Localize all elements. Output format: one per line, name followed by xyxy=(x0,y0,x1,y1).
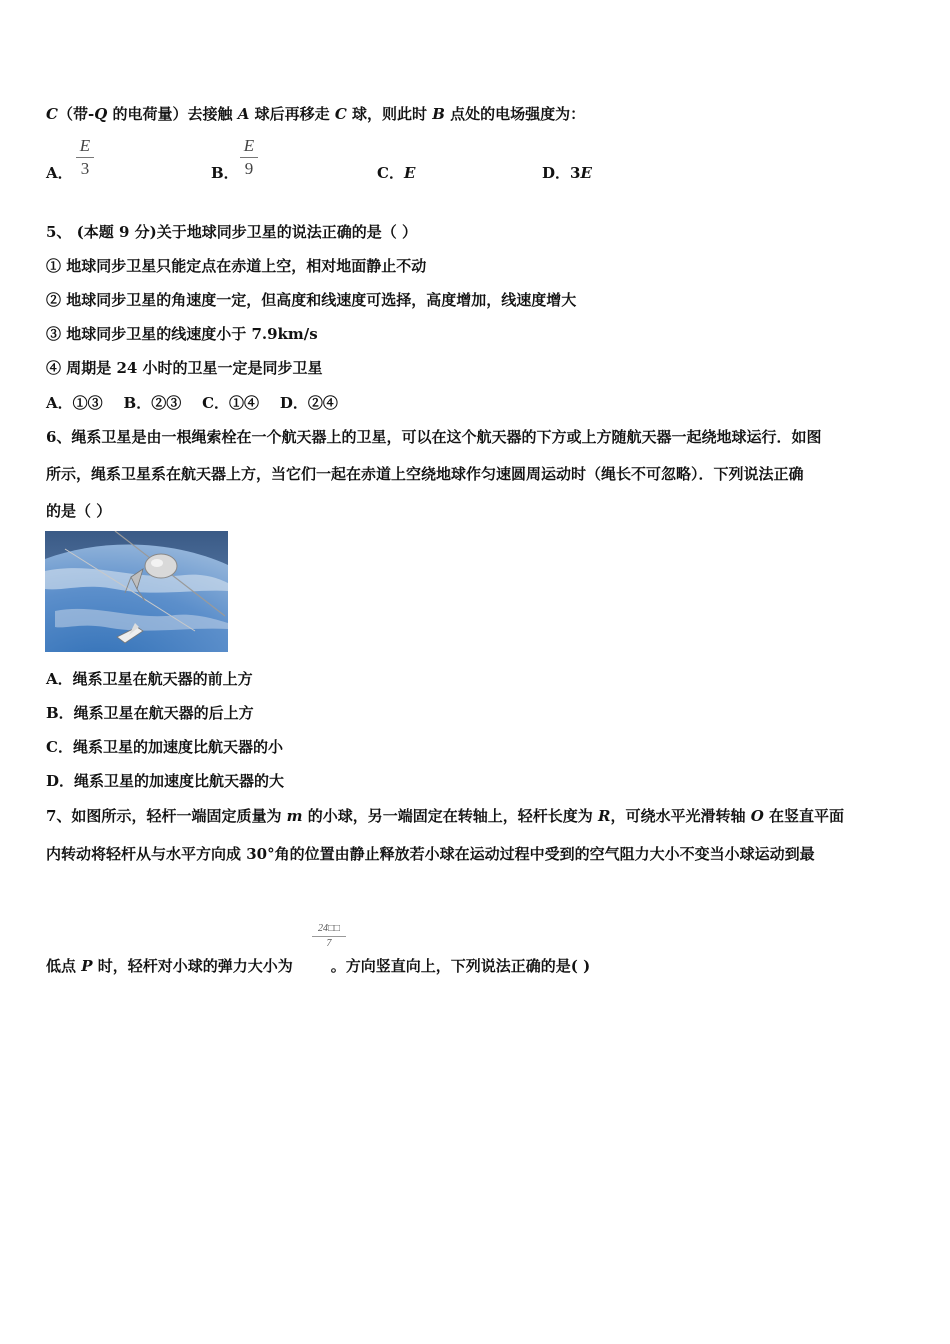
question-6-stem-line-1: 6、绳系卫星是由一根绳索栓在一个航天器上的卫星，可以在这个航天器的下方或上方随航天器一起绕地球运行．如图 xyxy=(46,428,822,446)
question-5-statement-2: ② 地球同步卫星的角速度一定，但高度和线速度可选择，高度增加，线速度增大 xyxy=(46,291,577,309)
question-5-options: A．①③ B．②③ C．①④ D．②④ xyxy=(46,394,338,412)
question-6-option-b: B．绳系卫星在航天器的后上方 xyxy=(46,704,254,722)
question-7-stem-line-3: 低点 P 时，轻杆对小球的弹力大小为 。方向竖直向上，下列说法正确的是( ) xyxy=(46,957,591,975)
option-b-fraction: E 9 xyxy=(240,137,258,178)
question-4-stem-tail: C（带-Q 的电荷量）去接触 A 球后再移走 C 球，则此时 B 点处的电场强度为： xyxy=(46,105,586,123)
question-7-stem-line-1: 7、如图所示，轻杆一端固定质量为 m 的小球，另一端固定在转轴上，轻杆长度为 R，可绕水平光滑转轴 O 在竖直平面 xyxy=(46,807,845,825)
question-6-option-d: D．绳系卫星的加速度比航天器的大 xyxy=(46,772,285,790)
option-b-label: B． xyxy=(211,164,239,182)
question-6-stem-line-3: 的是（ ） xyxy=(46,502,112,520)
question-6-stem-line-2: 所示，绳系卫星系在航天器上方，当它们一起在赤道上空绕地球作匀速圆周运动时（绳长不可忽略）．下列说法正确 xyxy=(46,465,804,483)
option-a-label: A． xyxy=(46,164,73,182)
question-5-stem: 5、 (本题 9 分)关于地球同步卫星的说法正确的是（ ） xyxy=(46,223,417,241)
question-6-option-c: C．绳系卫星的加速度比航天器的小 xyxy=(46,738,283,756)
option-d: D．3E xyxy=(542,164,592,182)
question-5-statement-1: ① 地球同步卫星只能定点在赤道上空，相对地面静止不动 xyxy=(46,257,427,275)
question-5-statement-4: ④ 周期是 24 小时的卫星一定是同步卫星 xyxy=(46,359,323,377)
option-a-fraction: E 3 xyxy=(76,137,94,178)
question-6-option-a: A．绳系卫星在航天器的前上方 xyxy=(46,670,253,688)
question-7-stem-line-2: 内转动将轻杆从与水平方向成 30°角的位置由静止释放若小球在运动过程中受到的空气阻力大小不变当小球运动到最 xyxy=(46,845,815,863)
tethered-satellite-image xyxy=(45,531,228,652)
option-c: C．E xyxy=(377,164,416,182)
question-5-statement-3: ③ 地球同步卫星的线速度小于 7.9km/s xyxy=(46,325,318,343)
elastic-force-fraction: 24□□ 7 xyxy=(312,923,346,950)
